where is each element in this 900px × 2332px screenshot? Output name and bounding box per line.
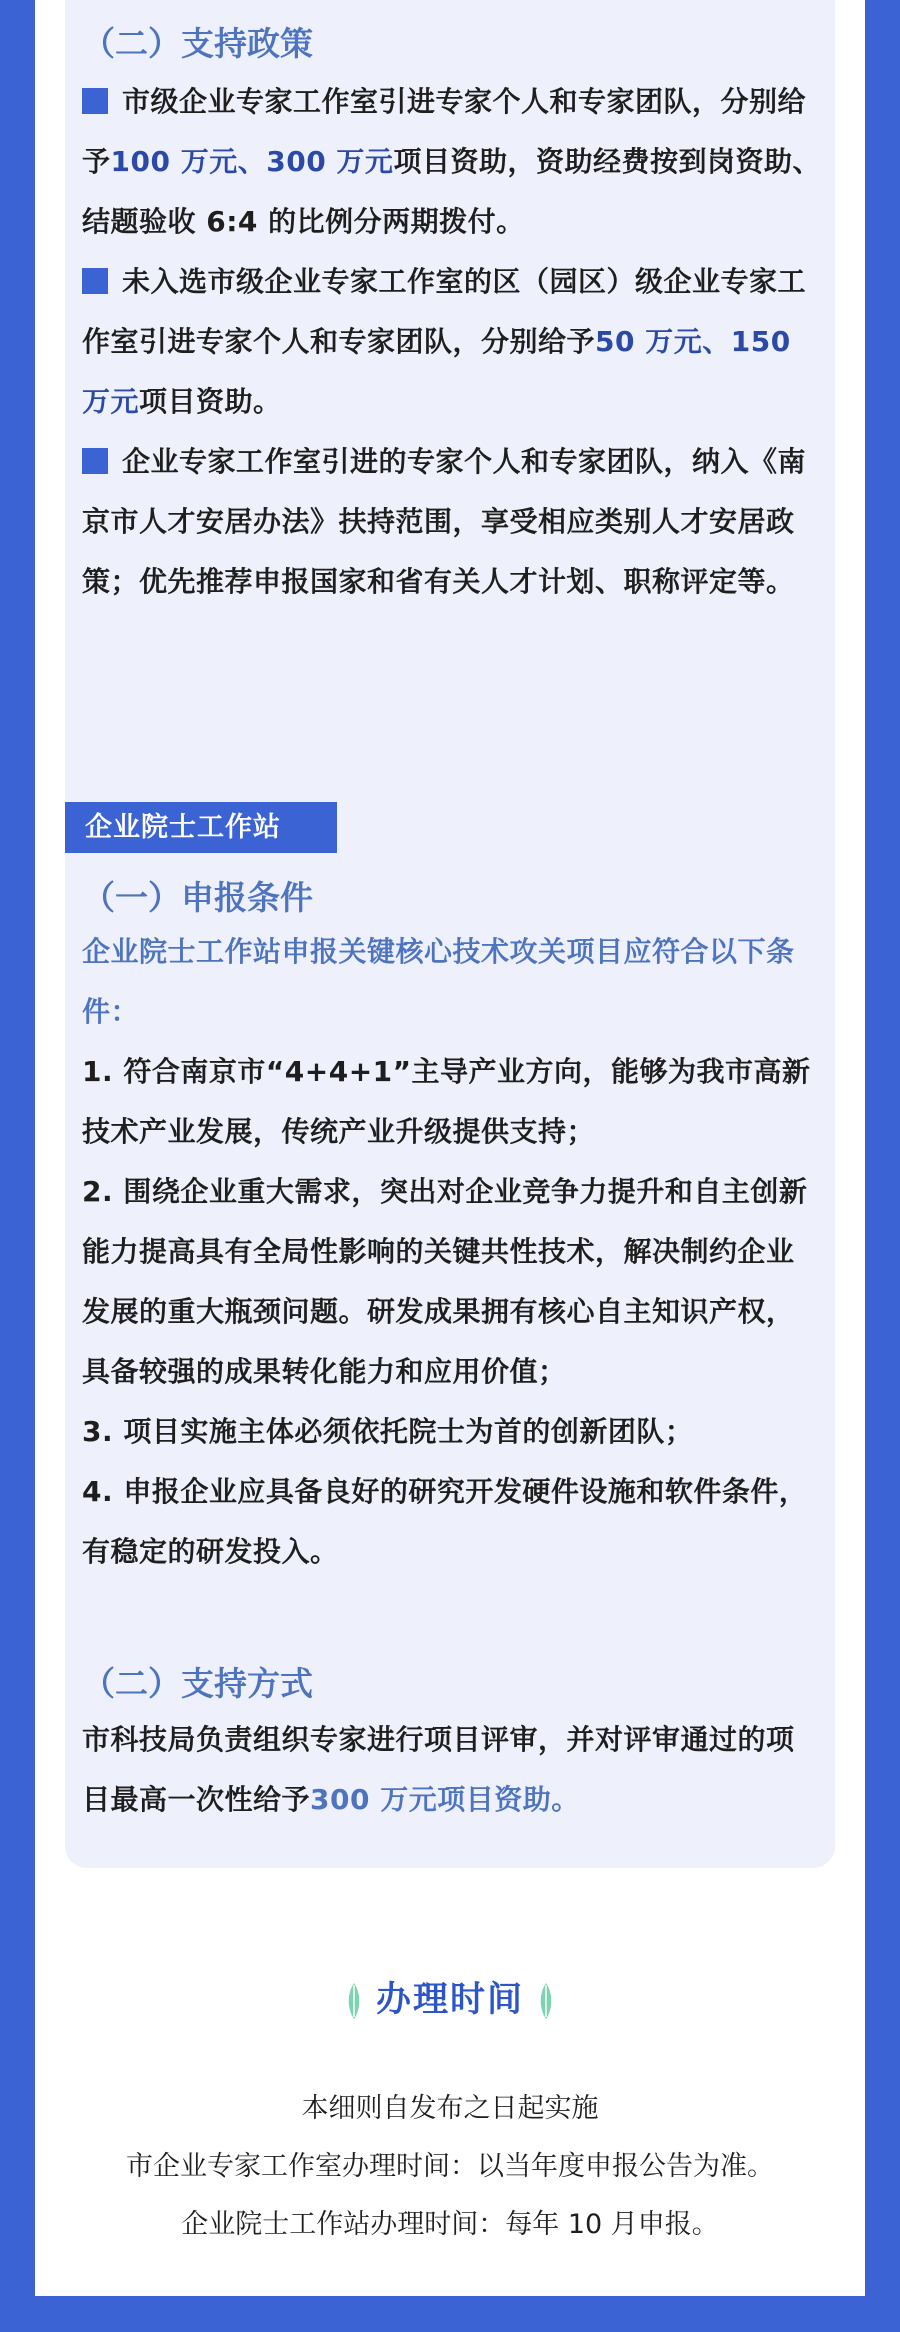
support-method-amount: 300 万元项目资助。 (310, 1783, 580, 1816)
support-method-body: 市科技局负责组织专家进行项目评审，并对评审通过的项目最高一次性给予 (82, 1723, 795, 1816)
handling-time-title-row (35, 1972, 865, 2022)
policy-item-2-separator: 、 (702, 325, 731, 358)
handling-time-line-3: 企业院士工作站办理时间：每年 10 月申报。 (181, 2209, 719, 2240)
policy-item-1-amount-1: 100 万元 (110, 145, 238, 178)
policy-item-2-amount-1: 50 万元 (595, 325, 703, 358)
policy-item-1-separator: 、 (237, 145, 267, 178)
policy-item-2-text-a: 未入选市级企业专家工作室的区（园区）级企业专家工作室引进专家个人和专家团队，分别给予 (82, 265, 807, 358)
support-method-text (82, 1710, 822, 1830)
square-bullet-icon (82, 448, 108, 474)
policy-item-3-text: 企业专家工作室引进的专家个人和专家团队，纳入《南京市人才安居办法》扶持范围，享受相应类别人才安居政策；优先推荐申报国家和省有关人才计划、职称评定等。 (82, 445, 807, 598)
leaf-right-icon (538, 1981, 554, 2021)
handling-time-line-2: 市企业专家工作室办理时间：以当年度申报公告为准。 (126, 2151, 774, 2182)
page-canvas (35, 0, 865, 2296)
handling-time-line-1: 本细则自发布之日起实施 (301, 2093, 599, 2124)
support-method-heading: （二）支持方式 (82, 1664, 313, 1703)
policy-item-1-text-b: 项目资助，资助经费按到岗资助、结题验收 6:4 的比例分两期拨付。 (82, 145, 821, 238)
square-bullet-icon (82, 268, 108, 294)
policy-item-1-text-a: 市级企业专家工作室引进专家个人和专家团队，分别给 予 (82, 85, 807, 178)
conditions-list (82, 1042, 822, 1582)
condition-item-4: 4. 申报企业应具备良好的研究开发硬件设施和软件条件，有稳定的研发投入。 (82, 1475, 808, 1568)
support-policy-heading: （二）支持政策 (82, 24, 313, 63)
conditions-heading: （一）申报条件 (82, 878, 313, 917)
academician-section-tag: 企业院士工作站 (65, 802, 337, 853)
policy-item-1-amount-2: 300 万元 (266, 145, 394, 178)
condition-item-2: 2. 围绕企业重大需求，突出对企业竞争力提升和自主创新能力提高具有全局性影响的关键共性技术，解决制约企业发展的重大瓶颈问题。研发成果拥有核心自主知识产权，具备较强的成果转化能力和应用价值； (82, 1175, 808, 1388)
policy-item-2 (82, 252, 822, 432)
handling-time-lines (35, 2080, 865, 2254)
policy-item-2-text-b: 项目资助。 (139, 385, 282, 418)
policy-item-3 (82, 432, 822, 612)
policy-item-1 (82, 72, 822, 252)
policy-item-2-amount-2: 150 万元 (82, 325, 791, 418)
conditions-lead: 企业院士工作站申报关键核心技术攻关项目应符合以下条件： (82, 935, 795, 1028)
square-bullet-icon (82, 88, 108, 114)
leaf-left-icon (346, 1981, 362, 2021)
handling-time-title: 办理时间 (375, 1980, 524, 2020)
condition-item-3: 3. 项目实施主体必须依托院士为首的创新团队； (82, 1415, 694, 1448)
condition-item-1: 1. 符合南京市“4+4+1”主导产业方向，能够为我市高新技术产业发展，传统产业升级提供支持； (82, 1055, 811, 1148)
